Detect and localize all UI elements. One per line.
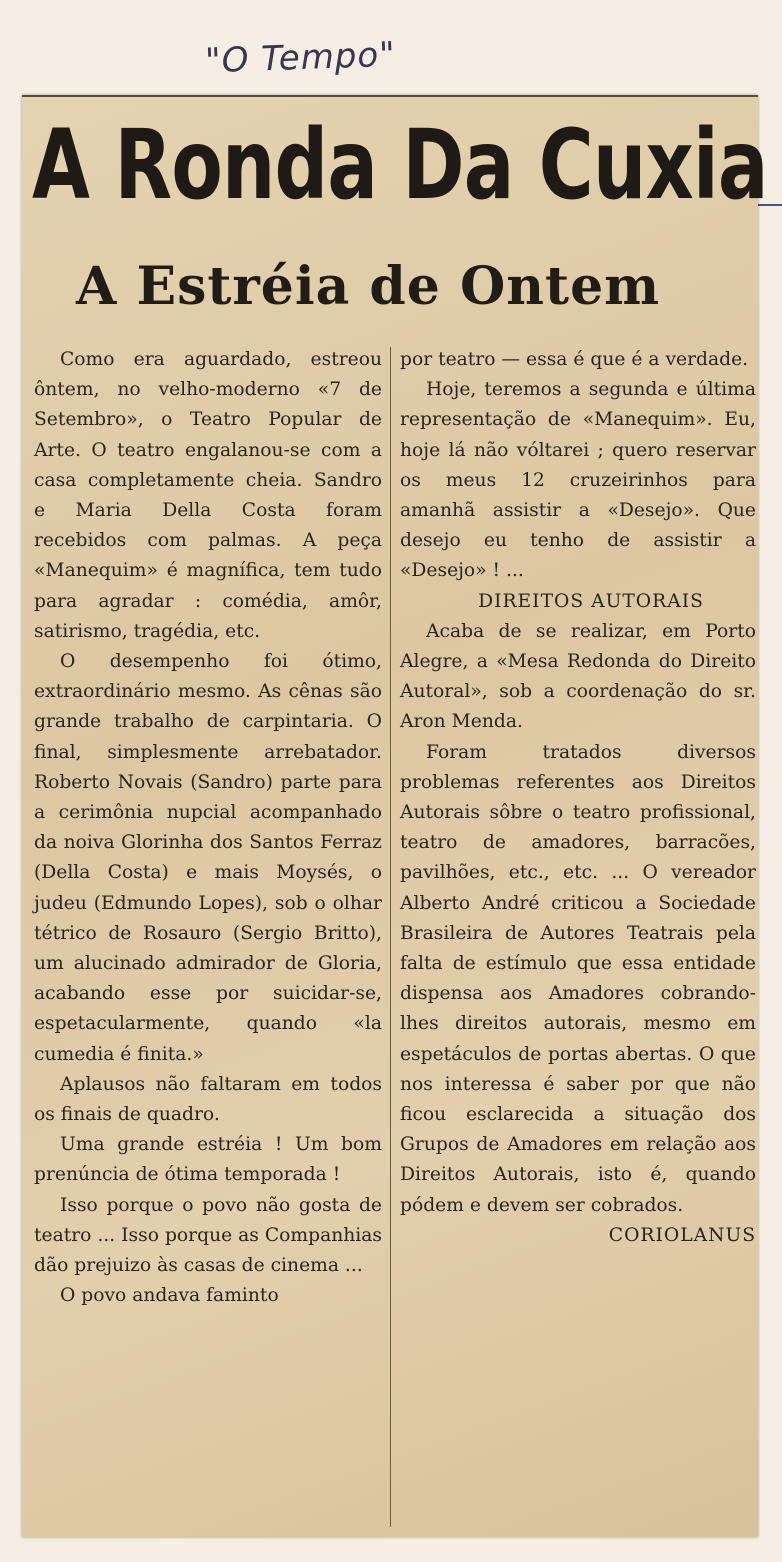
paragraph: por teatro — essa é que é a verdade. (400, 349, 749, 370)
paragraph: O povo andava faminto (60, 1285, 279, 1307)
paragraph: Isso porque o povo não gosta de teatro ... Isso porque as Companhias dão prejuizo às casas de cinema ... (34, 1194, 382, 1277)
subheadline: A Estréia de Ontem (76, 256, 661, 317)
paragraph: Uma grande estréia ! Um bom prenúncia de ótima temporada ! (34, 1134, 382, 1186)
newspaper-clipping (22, 95, 768, 1537)
author-signature: CORIOLANUS (608, 1224, 756, 1246)
paragraph: Hoje, teremos a segunda e última representação de «Manequim». Eu, hoje lá não vóltarei ; quero reservar os meus 12 cruzeirinhos para amanhã assistir a «Desejo». Que desejo eu tenho de assistir a «Desejo» ! ... (400, 379, 756, 582)
right-column (400, 345, 756, 1251)
column-divider (390, 347, 391, 1527)
paragraph: Acaba de se realizar, em Porto Alegre, a «Mesa Redonda do Direito Autoral», sob a coordenação do sr. Aron Menda. (400, 620, 756, 733)
handwritten-newspaper-name: "O Tempo" (204, 34, 397, 82)
paragraph: O desempenho foi ótimo, extraordinário mesmo. As cênas são grande trabalho de carpintaria. O final, simplesmente arrebatador. Roberto Novais (Sandro) parte para a cerimônia nupcial acompanhado da noiva Glorinha dos Santos Ferraz (Della Costa) e mais Moysés, o judeu (Edmundo Lopes), sob o olhar tétrico de Rosauro (Sergio Britto), um alucinado admirador de Gloria, acabando esse por suicidar-se, espetacularmente, quando «la cumedia é finita.» (34, 651, 382, 1065)
headline: A Ronda Da Cuxia (32, 109, 768, 221)
paragraph: Foram tratados diversos problemas referentes aos Direitos Autorais sôbre o teatro profissional, teatro de amadores, barracões, pavilhões, etc., etc. ... O vereador Alberto André criticou a Sociedade Brasileira de Autores Teatrais pela falta de estímulo que essa entidade dispensa aos Amadores cobrando-lhes direitos autorais, mesmo em espetáculos de portas abertas. O que nos interessa é saber por que não ficou esclarecida a situação dos Grupos de Amadores em relação aos Direitos Autorais, isto é, quando pódem e devem ser cobrados. (400, 741, 756, 1216)
section-title: DIREITOS AUTORAIS (478, 590, 704, 612)
paragraph: Como era aguardado, estreou ôntem, no velho-moderno «7 de Setembro», o Teatro Popular de Arte. O teatro engalanou-se com a casa completamente cheia. Sandro e Maria Della Costa foram recebidos com palmas. A peça «Manequim» é magnífica, tem tudo para agradar : comédia, amôr, satirismo, tragédia, etc. (34, 349, 382, 642)
left-column (34, 345, 382, 1312)
paragraph: Aplausos não faltaram em todos os finais de quadro. (34, 1073, 382, 1126)
